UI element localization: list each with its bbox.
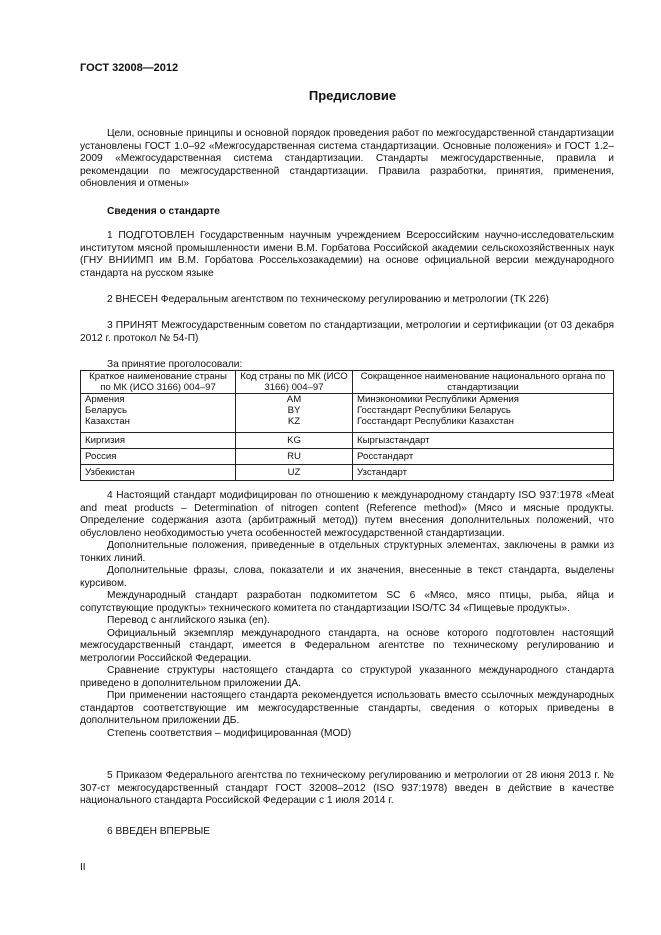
item-4-paragraph: Дополнительные положения, приведенные в отдельных структурных элементах, заключены в рамки из тонких линий. <box>80 540 614 564</box>
item-4-paragraph: Международный стандарт разработан подкомитетом SC 6 «Мясо, мясо птицы, рыба, яйца и сопутствующие продукты» технического комитета по стандартизации ISO/TC 34 «Пищевые продукты». <box>80 590 614 614</box>
item-1: 1 ПОДГОТОВЛЕН Государственным научным учреждением Всероссийским научно-исследовательским институтом мясной промышленности имени В.М. Горбатова Российской академии сельскохозяйственных наук (ГНУ ВНИИМП им В.М. Горбатова Россельхозакадемии) на основе официальной версии международного стандарта на русском языке <box>80 230 614 279</box>
item-2: 2 ВНЕСЕН Федеральным агентством по техническому регулированию и метрологии (ТК 226) <box>107 294 549 305</box>
document-header: ГОСТ 32008—2012 <box>80 62 179 74</box>
item-6: 6 ВВЕДЕН ВПЕРВЫЕ <box>107 826 211 837</box>
item-4-paragraph: 4 Настоящий стандарт модифицирован по отношению к международному стандарту ISO 937:1978 «Meat and meat products – Determination of nitrogen content (Reference method)» (Мясо и мясные продукты. Определение содержания азота (арбитражный метод)) путем внесения дополнительных положений, что обусловлено необходимостью учета особенностей межгосударственной стандартизации. <box>80 490 614 539</box>
table-row: Беларусь BY Госстандарт Республики Беларусь <box>81 405 614 416</box>
table-header-code: Код страны по МК (ИСО 3166) 004–97 <box>236 371 353 394</box>
intro-paragraph: Цели, основные принципы и основной порядок проведения работ по межгосударственной стандартизации установлены ГОСТ 1.0–92 «Межгосударственная система стандартизации. Основные положения» и ГОСТ 1.2–2009 «Межгосударственная система стандартизации. Стандарты межгосударственные, правила и рекомендации по межгосударственной стандартизации. Правила разработки, принятия, применения, обновления и отмены» <box>80 128 614 189</box>
item-4-paragraph: При применении настоящего стандарта рекомендуется использовать вместо ссылочных международных стандартов соответствующие им межгосударственные стандарты, сведения о которых приведены в дополнительном приложении ДБ. <box>80 690 614 726</box>
vote-caption: За принятие проголосовали: <box>107 359 243 370</box>
table-row: Киргизия KG Кыргызстандарт <box>81 433 614 449</box>
item-5: 5 Приказом Федерального агентства по техническому регулированию и метрологии от 28 июня 2013 г. № 307-ст межгосударственный стандарт ГОСТ 32008–2012 (ISO 937:1978) введен в действие в качестве национального стандарта Российской Федерации с 1 июля 2014 г. <box>80 770 614 806</box>
item-3: 3 ПРИНЯТ Межгосударственным советом по стандартизации, метрологии и сертификации (от 03 декабря 2012 г. протокол № 54-П) <box>80 320 614 344</box>
item-4-paragraph: Перевод с английского языка (en). <box>107 615 270 626</box>
table-row: Казахстан KZ Госстандарт Республики Казахстан <box>81 416 614 433</box>
section-subtitle: Сведения о стандарте <box>107 206 220 217</box>
page-number: II <box>80 862 86 873</box>
table-row: Россия RU Росстандарт <box>81 449 614 465</box>
item-4-block <box>80 490 614 740</box>
table-row: Армения AM Минэкономики Республики Армения <box>81 394 614 406</box>
voting-table <box>80 370 614 481</box>
table-header-agency: Сокращенное наименование национального органа по стандартизации <box>353 371 614 394</box>
table-header-row <box>81 371 614 394</box>
item-4-paragraph: Степень соответствия – модифицированная (MOD) <box>107 727 352 739</box>
item-4-paragraph: Сравнение структуры настоящего стандарта со структурой указанного международного стандарта приведено в дополнительном приложении ДА. <box>80 665 614 689</box>
item-4-paragraph: Дополнительные фразы, слова, показатели и их значения, внесенные в текст стандарта, выделены курсивом. <box>80 565 614 589</box>
page-title: Предисловие <box>308 88 397 103</box>
item-4-paragraph: Официальный экземпляр международного стандарта, на основе которого подготовлен настоящий межгосударственный стандарт, имеется в Федеральном агентстве по техническому регулированию и метрологии Российской Федерации. <box>80 627 614 664</box>
table-row: Узбекистан UZ Узстандарт <box>81 465 614 481</box>
table-header-country: Краткое наименование страны по МК (ИСО 3166) 004–97 <box>81 371 236 394</box>
